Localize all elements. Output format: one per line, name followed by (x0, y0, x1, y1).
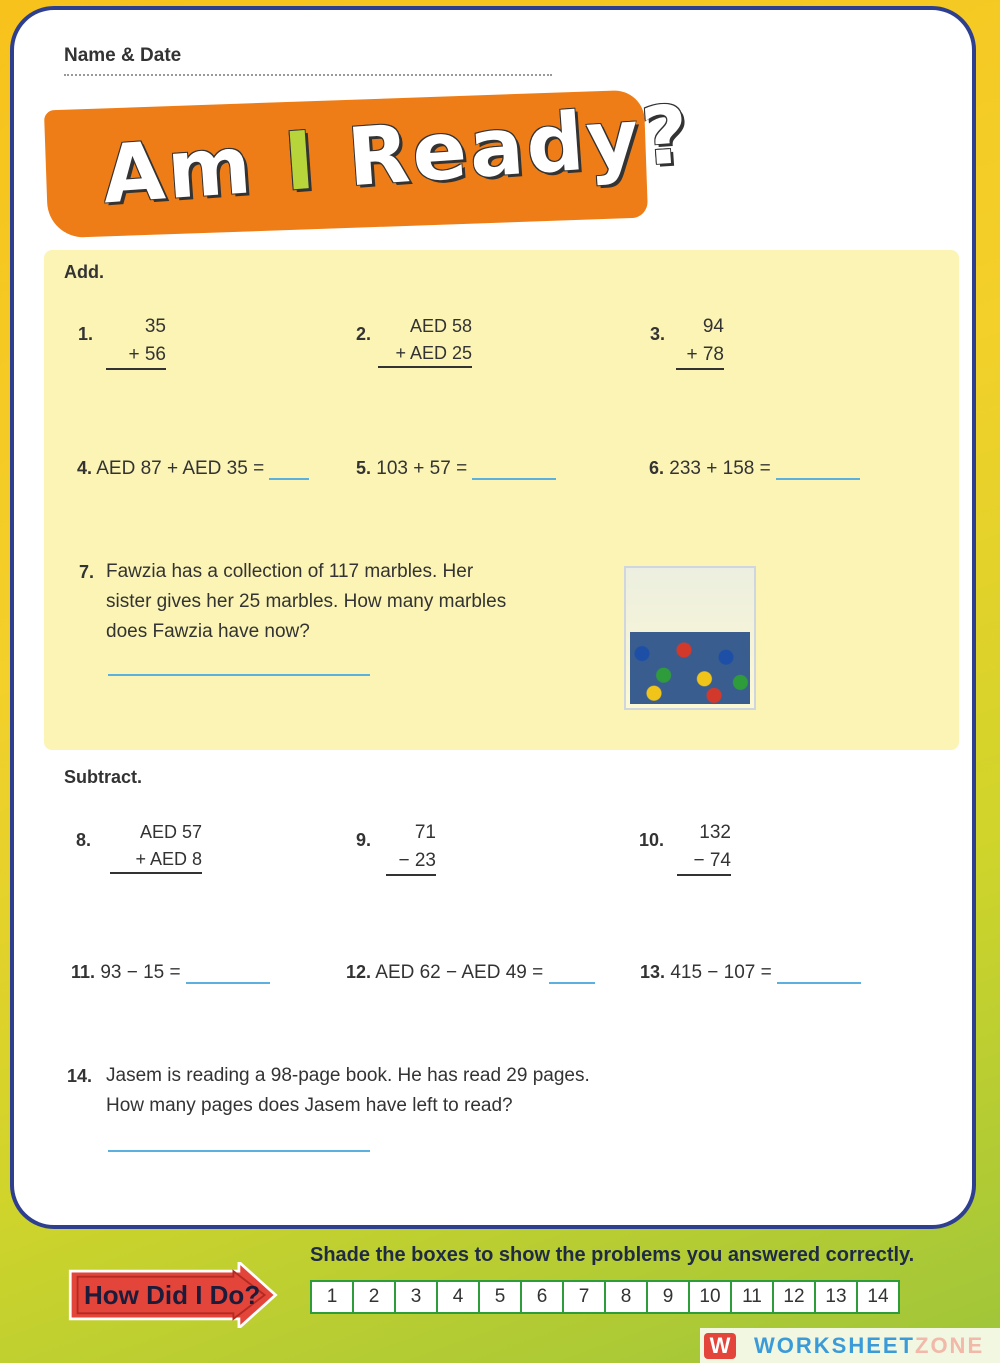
worksheetzone-logo[interactable] (700, 1328, 1000, 1363)
answer-blank[interactable] (549, 964, 595, 984)
problem-2: 2. AED 58 + AED 25 (356, 316, 516, 386)
problem-11: 11. 93 − 15 = (71, 962, 270, 984)
shade-box-12[interactable]: 12 (774, 1282, 816, 1312)
shade-boxes (310, 1280, 900, 1314)
page-title: Am I Ready? (99, 87, 694, 222)
shade-box-3[interactable]: 3 (396, 1282, 438, 1312)
problem-13: 13. 415 − 107 = (640, 962, 861, 984)
shade-box-11[interactable]: 11 (732, 1282, 774, 1312)
shade-box-4[interactable]: 4 (438, 1282, 480, 1312)
answer-blank[interactable] (777, 964, 861, 984)
worksheetzone-brand: WORKSHEETZONE (754, 1332, 985, 1358)
problem-9: 9. 71 − 23 (356, 822, 476, 892)
shade-box-2[interactable]: 2 (354, 1282, 396, 1312)
answer-blank[interactable] (472, 460, 556, 480)
problem-5: 5. 103 + 57 = (356, 458, 556, 480)
shade-box-13[interactable]: 13 (816, 1282, 858, 1312)
answer-blank[interactable] (776, 460, 860, 480)
answer-blank[interactable] (269, 460, 309, 480)
shade-box-1[interactable]: 1 (312, 1282, 354, 1312)
shade-box-9[interactable]: 9 (648, 1282, 690, 1312)
add-section-label: Add. (64, 262, 104, 282)
problem-1: 1. 35 + 56 (78, 316, 198, 386)
name-date-line[interactable] (64, 74, 552, 76)
problem-7: 7. Fawzia has a collection of 117 marbles. Her sister gives her 25 marbles. How many marbles does Fawzia have now? (79, 561, 507, 642)
marble-jar-image (624, 566, 756, 710)
shade-instructions: Shade the boxes to show the problems you answered correctly. (310, 1244, 915, 1266)
answer-line-7[interactable] (108, 674, 370, 676)
problem-10: 10. 132 − 74 (639, 822, 769, 892)
shade-box-8[interactable]: 8 (606, 1282, 648, 1312)
name-date-label: Name & Date (64, 45, 182, 66)
problem-12: 12. AED 62 − AED 49 = (346, 962, 595, 984)
shade-box-6[interactable]: 6 (522, 1282, 564, 1312)
how-did-i-do-label: How Did I Do? (84, 1280, 261, 1310)
worksheet-page (10, 6, 976, 1229)
problem-6: 6. 233 + 158 = (649, 458, 860, 480)
how-did-i-do-banner (62, 1262, 282, 1328)
problem-8: 8. AED 57 + AED 8 (76, 822, 236, 892)
subtract-section-label: Subtract. (64, 767, 143, 787)
shade-box-14[interactable]: 14 (867, 1286, 889, 1307)
shade-box-5[interactable]: 5 (480, 1282, 522, 1312)
shade-box-7[interactable]: 7 (564, 1282, 606, 1312)
marbles (630, 632, 750, 704)
shade-box-10[interactable]: 10 (690, 1282, 732, 1312)
answer-blank[interactable] (186, 964, 270, 984)
problem-3: 3. 94 + 78 (650, 316, 770, 386)
problem-4: 4. AED 87 + AED 35 = (77, 458, 309, 480)
problem-14: 14. Jasem is reading a 98-page book. He has read 29 pages. How many pages does Jasem have left to read? (67, 1065, 590, 1116)
answer-line-14[interactable] (108, 1150, 370, 1152)
worksheetzone-icon: W (704, 1333, 736, 1359)
